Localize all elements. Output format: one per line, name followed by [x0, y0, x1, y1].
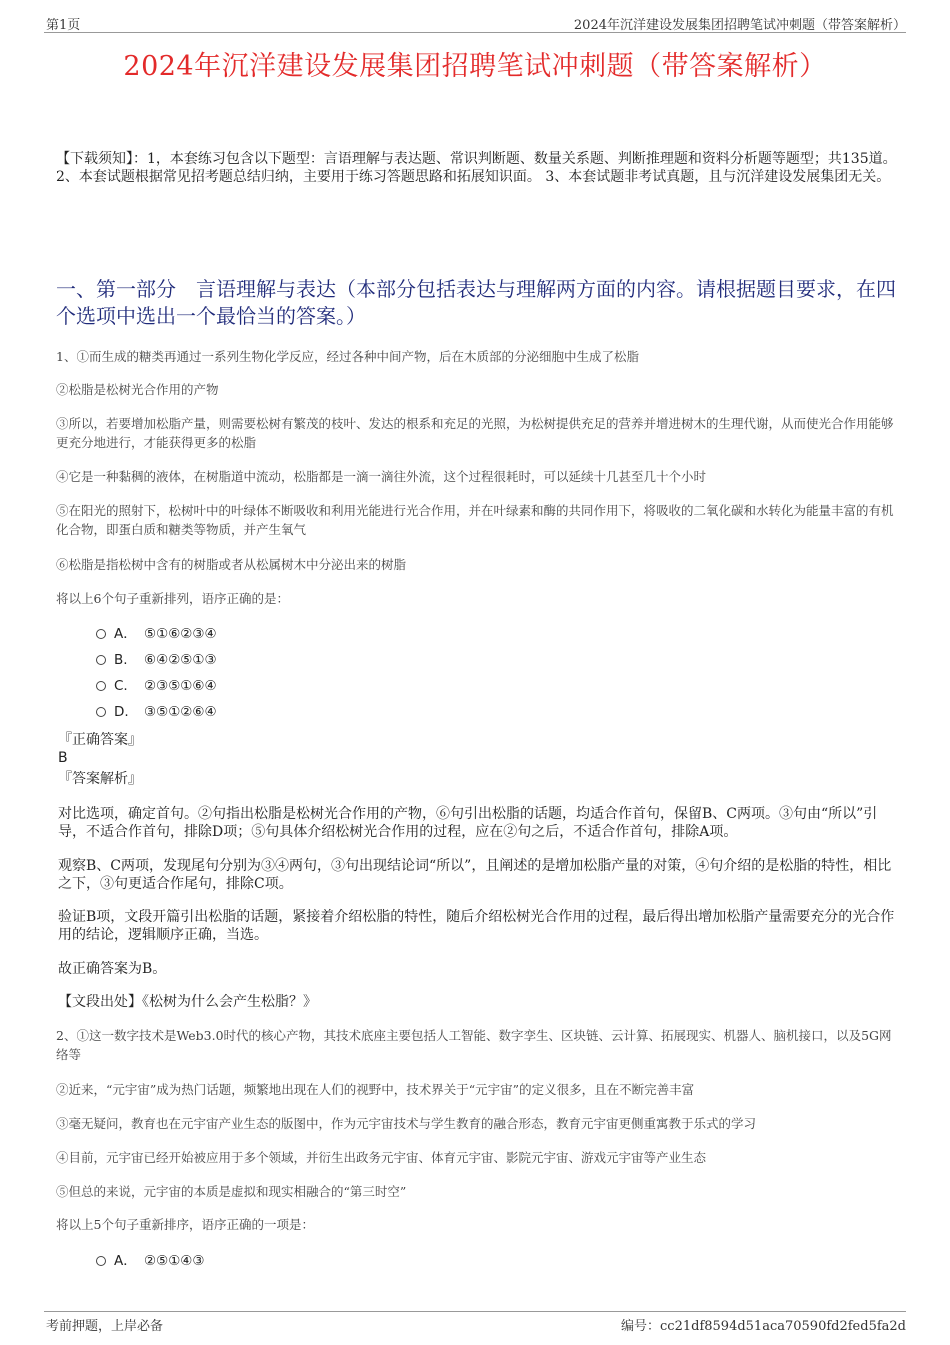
answer-label: 『正确答案』 — [58, 732, 142, 748]
q1-option-b[interactable]: B. ⑥④②⑤①③ — [96, 651, 217, 669]
analysis-paragraph-1: 对比选项，确定首句。②句指出松脂是松树光合作用的产物，⑥句引出松脂的话题，均适合作首句，保留B、C两项。③句由“所以”引导，不适合作首句，排除D项；⑤句具体介绍松树光合作用的过程，应在②句之后，不适合作首句，排除A项。 — [58, 806, 878, 840]
page-number: 第1页 — [46, 18, 81, 33]
radio-icon[interactable] — [96, 707, 106, 717]
radio-icon[interactable] — [96, 1256, 106, 1266]
footer-slogan: 考前押题，上岸必备 — [46, 1319, 164, 1334]
q2-prompt: 将以上5个句子重新排序，语序正确的一项是： — [56, 1217, 314, 1232]
page-title: 2024年沉洋建设发展集团招聘笔试冲刺题（带答案解析） — [123, 51, 827, 82]
q1-option-a[interactable]: A． ⑤①⑥②③④ — [96, 625, 217, 643]
footer-document-id: 编号：cc21df8594d51aca70590fd2fed5fa2d — [621, 1319, 906, 1334]
q2-line-5: ⑤但总的来说，元宇宙的本质是虚拟和现实相融合的“第三时空” — [56, 1184, 407, 1199]
radio-icon[interactable] — [96, 629, 106, 639]
q1-prompt: 将以上6个句子重新排列，语序正确的是： — [56, 591, 289, 606]
q1-line-2: ②松脂是松树光合作用的产物 — [56, 382, 219, 397]
q2-line-1: 2、①这一数字技术是Web3.0时代的核心产物，其技术底座主要包括人工智能、数字孪生、区块链、云计算、拓展现实、机器人、脑机接口，以及5G网络等 — [56, 1028, 892, 1062]
passage-source: 【文段出处】《松树为什么会产生松脂？》 — [58, 994, 317, 1010]
q1-line-5: ⑤在阳光的照射下，松树叶中的叶绿体不断吸收和利用光能进行光合作用，并在叶绿素和酶的共同作用下，将吸收的二氧化碳和水转化为能量丰富的有机化合物，即蛋白质和糖类等物质，并产生氧气 — [56, 503, 894, 537]
radio-icon[interactable] — [96, 681, 106, 691]
q1-line-3: ③所以，若要增加松脂产量，则需要松树有繁茂的枝叶、发达的根系和充足的光照，为松树提供充足的营养并增进树木的生理代谢，从而使光合作用能够更充分地进行，才能获得更多的松脂 — [56, 416, 894, 450]
q2-line-4: ④目前，元宇宙已经开始被应用于多个领域，并衍生出政务元宇宙、体育元宇宙、影院元宇宙、游戏元宇宙等产业生态 — [56, 1150, 707, 1165]
section-heading: 一、第一部分 言语理解与表达（本部分包括表达与理解两方面的内容。请根据题目要求，在四个选项中选出一个最恰当的答案。） — [56, 277, 896, 328]
analysis-paragraph-3: 验证B项，文段开篇引出松脂的话题，紧接着介绍松脂的特性，随后介绍松树光合作用的过程，最后得出增加松脂产量需要充分的光合作用的结论，逻辑顺序正确，当选。 — [58, 909, 895, 943]
radio-icon[interactable] — [96, 655, 106, 665]
download-notice: 【下载须知】：1，本套练习包含以下题型：言语理解与表达题、常识判断题、数量关系题、判断推理题和资料分析题等题型；共135道。 2、本套试题根据常见招考题总结归纳，主要用于练习答题思路和拓展知识面。 3、本套试题非考试真题，且与沉洋建设发展集团无关。 — [56, 151, 897, 185]
q1-line-4: ④它是一种黏稠的液体，在树脂道中流动，松脂都是一滴一滴往外流，这个过程很耗时，可以延续十几甚至几十个小时 — [56, 469, 707, 484]
q1-option-d[interactable]: D. ③⑤①②⑥④ — [96, 703, 217, 721]
q1-option-c[interactable]: C. ②③⑤①⑥④ — [96, 677, 217, 695]
analysis-paragraph-2: 观察B、C两项，发现尾句分别为③④两句，③句出现结论词“所以”，且阐述的是增加松脂产量的对策，④句介绍的是松脂的特性，相比之下，③句更适合作尾句，排除C项。 — [58, 858, 892, 892]
answer-value: B — [58, 750, 68, 766]
analysis-conclusion: 故正确答案为B。 — [58, 961, 167, 977]
q1-line-6: ⑥松脂是指松树中含有的树脂或者从松属树木中分泌出来的树脂 — [56, 557, 407, 572]
q2-option-a[interactable]: A． ②⑤①④③ — [96, 1252, 205, 1270]
header-divider — [44, 32, 906, 33]
q2-line-3: ③毫无疑问，教育也在元宇宙产业生态的版图中，作为元宇宙技术与学生教育的融合形态，教育元宇宙更侧重寓教于乐式的学习 — [56, 1116, 757, 1131]
header-doc-title: 2024年沉洋建设发展集团招聘笔试冲刺题（带答案解析） — [573, 18, 906, 33]
q2-line-2: ②近来，“元宇宙”成为热门话题，频繁地出现在人们的视野中，技术界关于“元宇宙”的定义很多，且在不断完善丰富 — [56, 1082, 695, 1097]
analysis-label: 『答案解析』 — [58, 771, 142, 787]
q1-line-1: 1、①而生成的糖类再通过一系列生物化学反应，经过各种中间产物，后在木质部的分泌细胞中生成了松脂 — [56, 349, 639, 364]
footer-divider — [44, 1311, 906, 1312]
